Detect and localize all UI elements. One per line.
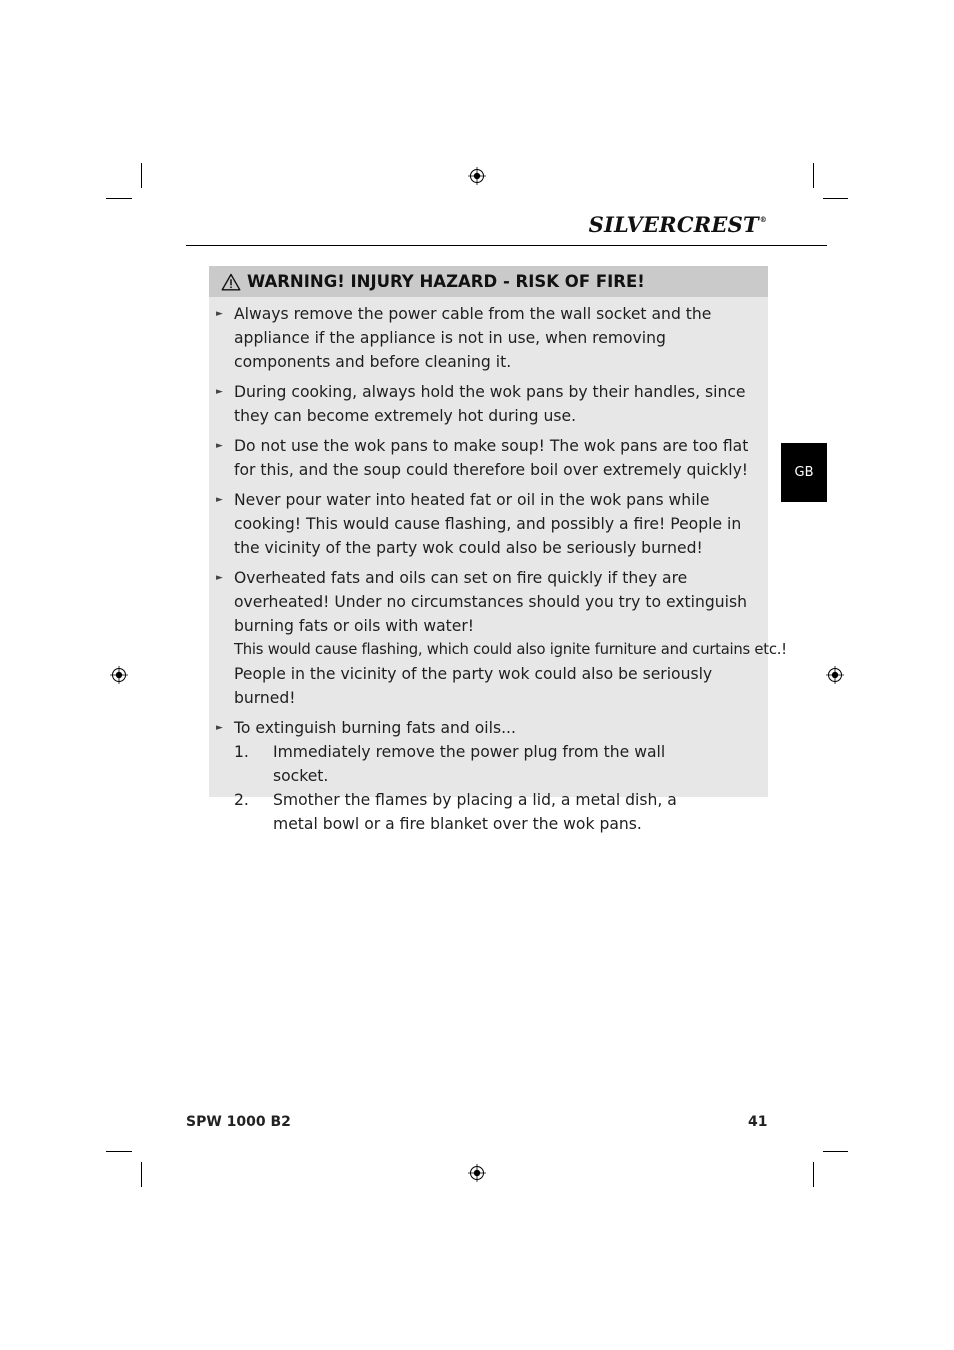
step-number: 1. <box>234 743 249 761</box>
step-text: Immediately remove the power plug from the wall socket. <box>273 743 666 785</box>
warning-item <box>209 566 787 710</box>
warning-item <box>209 488 768 560</box>
step-text: Smother the flames by placing a lid, a metal dish, a metal bowl or a fire blanket over the wok pans. <box>273 791 677 833</box>
step-item <box>234 788 762 836</box>
step-item <box>234 740 762 788</box>
brand-logo <box>589 212 767 237</box>
registration-mark-icon <box>826 666 844 684</box>
bullet-arrow-icon: ► <box>216 495 223 505</box>
step-number: 2. <box>234 791 249 809</box>
warning-item <box>209 302 768 374</box>
bullet-arrow-icon: ► <box>216 573 223 583</box>
registration-mark-icon <box>110 666 128 684</box>
warning-item <box>209 380 768 428</box>
warning-item-text: Do not use the wok pans to make soup! The wok pans are too flat for this, and the soup could therefore boil over extremely quickly! <box>234 437 749 479</box>
warning-item-continuation: People in the vicinity of the party wok could also be seriously burned! <box>234 665 713 707</box>
warning-box <box>209 266 787 833</box>
warning-triangle-icon <box>221 273 241 291</box>
page-number: 41 <box>748 1114 768 1130</box>
warning-header <box>209 266 768 297</box>
bullet-arrow-icon: ► <box>216 309 223 319</box>
language-tab: GB <box>781 443 827 502</box>
crop-mark <box>141 163 142 188</box>
crop-mark <box>823 1151 848 1152</box>
header-rule <box>186 245 827 246</box>
crop-mark <box>813 163 814 188</box>
warning-item-continuation: This would cause flashing, which could also ignite furniture and curtains etc.! <box>234 641 787 658</box>
crop-mark <box>106 1151 132 1152</box>
crop-mark <box>823 198 848 199</box>
warning-title: WARNING! INJURY HAZARD - RISK OF FIRE! <box>247 272 645 291</box>
crop-mark <box>141 1162 142 1187</box>
footer-model: SPW 1000 B2 <box>186 1114 291 1130</box>
crop-mark <box>106 198 132 199</box>
registered-mark: ® <box>759 215 767 224</box>
brand-name: SILVERCREST <box>588 212 759 237</box>
warning-item-text: During cooking, always hold the wok pans by their handles, since they can become extremely hot during use. <box>234 383 746 425</box>
warning-list <box>209 302 787 842</box>
registration-mark-icon <box>468 1164 486 1182</box>
warning-item-text: To extinguish burning fats and oils... <box>234 719 516 737</box>
registration-mark-icon <box>468 167 486 185</box>
bullet-arrow-icon: ► <box>216 387 223 397</box>
warning-item <box>209 434 768 482</box>
bullet-arrow-icon: ► <box>216 723 223 733</box>
warning-item-text: Never pour water into heated fat or oil in the wok pans while cooking! This would cause flashing, and possibly a fire! People in the vicinity of the party wok could also be seriously burned! <box>234 491 742 557</box>
bullet-arrow-icon: ► <box>216 441 223 451</box>
warning-item-text: Overheated fats and oils can set on fire quickly if they are overheated! Under no circumstances should you try to extinguish burning fats or oils with water! <box>234 569 747 635</box>
steps-list <box>234 740 762 836</box>
crop-mark <box>813 1162 814 1187</box>
warning-item <box>209 716 768 836</box>
warning-item-text: Always remove the power cable from the wall socket and the appliance if the appliance is not in use, when removing components and before cleaning it. <box>234 305 712 371</box>
